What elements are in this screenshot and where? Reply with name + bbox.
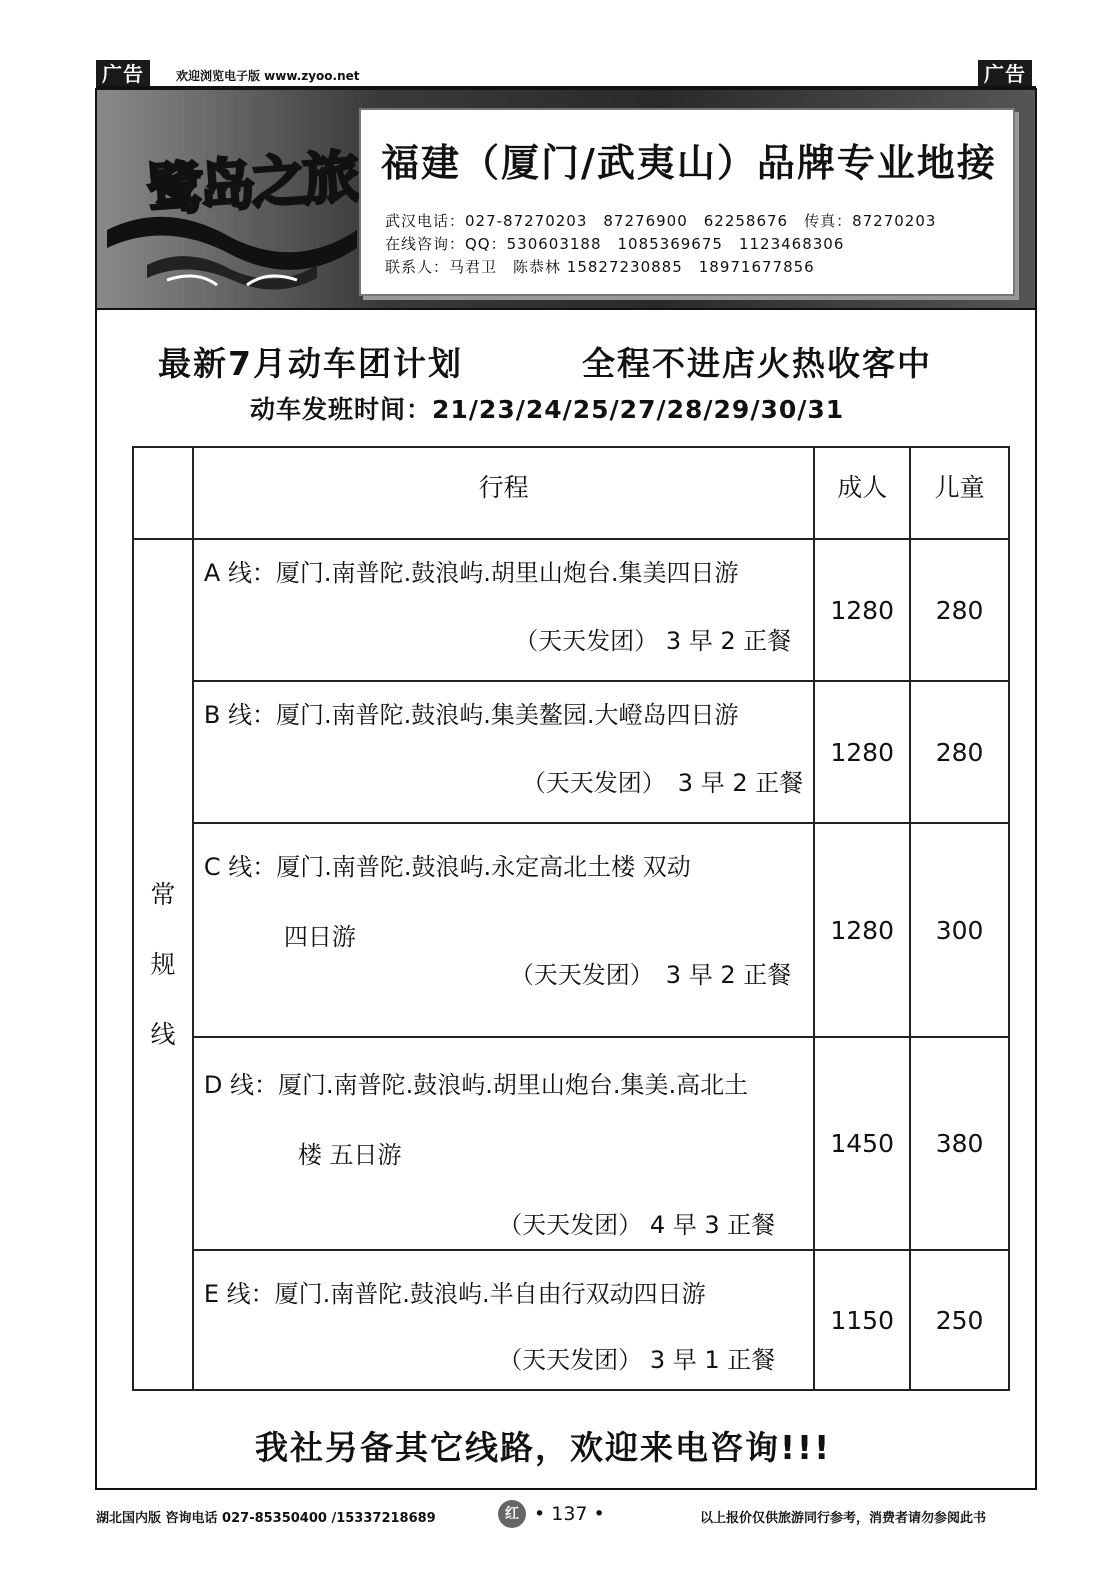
route-meal: （天天发团） 3 早 2 正餐 [514,627,792,655]
adult-price: 1280 [814,539,910,681]
route-name: B 线：厦门.南普陀.鼓浪屿.集美鳌园.大嶝岛四日游 [203,701,739,729]
adult-price: 1450 [814,1037,910,1250]
contact-box [359,108,1015,296]
route-meal: （天天发团） 3 早 2 正餐 [509,961,792,989]
ad-label-left: 广告 [96,60,150,88]
category-char: 规 [150,949,176,979]
route-cell [193,539,814,681]
contact-phone: 武汉电话：027-87270203 87276900 62258676 传真：87270203 [385,212,937,230]
category-char: 线 [150,1019,176,1049]
brand-title: 福建（厦门/武夷山）品牌专业地接 [381,140,997,185]
route-meal: （天天发团） 3 早 1 正餐 [498,1346,776,1374]
child-price: 280 [910,681,1009,823]
footer-left: 湖北国内版 咨询电话 027-85350400 /15337218689 [96,1511,436,1526]
page-number: • 137 • [534,1503,605,1525]
headline-left: 最新7月动车团计划 [158,344,463,383]
category-char: 常 [150,879,176,909]
header-adult: 成人 [814,447,910,539]
child-price: 380 [910,1037,1009,1250]
ad-label-right: 广告 [978,60,1032,88]
contact-person: 联系人：马君卫 陈恭林 15827230885 18971677856 [385,258,815,276]
contact-qq: 在线咨询：QQ：530603188 1085369675 1123468306 [385,235,845,253]
adult-price: 1280 [814,681,910,823]
adult-price: 1280 [814,823,910,1037]
route-name-cont: 四日游 [283,923,356,951]
route-meal: （天天发团） 4 早 3 正餐 [498,1211,776,1239]
route-cell [193,681,814,823]
route-name: D 线：厦门.南普陀.鼓浪屿.胡里山炮台.集美.高北土 [203,1071,749,1099]
route-table-wrap [132,446,1010,1391]
departure-dates: 动车发班时间：21/23/24/25/27/28/29/30/31 [250,395,845,424]
table-row [133,1250,1009,1390]
brand-logo [107,120,357,295]
header-category [133,447,193,539]
table-row [133,823,1009,1037]
table-row [133,1037,1009,1250]
route-name-cont: 楼 五日游 [297,1141,402,1169]
table-header-row [133,447,1009,539]
header-child: 儿童 [910,447,1009,539]
welcome-url[interactable]: 欢迎浏览电子版 www.zyoo.net [176,69,360,83]
route-cell [193,823,814,1037]
child-price: 250 [910,1250,1009,1390]
table-row [133,681,1009,823]
brand-banner [97,90,1035,310]
red-badge-icon: 红 [498,1500,526,1528]
route-meal: （天天发团） 3 早 2 正餐 [521,769,804,797]
route-cell [193,1037,814,1250]
route-table [132,446,1010,1391]
slogan: 我社另备其它线路，欢迎来电咨询!!! [255,1428,832,1467]
category-cell [133,539,193,1390]
header-route: 行程 [193,447,814,539]
headline-right: 全程不进店火热收客中 [582,344,932,383]
adult-price: 1150 [814,1250,910,1390]
child-price: 280 [910,539,1009,681]
route-cell [193,1250,814,1390]
table-row [133,539,1009,681]
route-name: A 线：厦门.南普陀.鼓浪屿.胡里山炮台.集美四日游 [203,559,739,587]
route-name: E 线：厦门.南普陀.鼓浪屿.半自由行双动四日游 [203,1280,706,1308]
logo-text: 鹭岛之旅 [145,143,358,225]
child-price: 300 [910,823,1009,1037]
route-name: C 线：厦门.南普陀.鼓浪屿.永定高北土楼 双动 [203,853,691,881]
footer-right: 以上报价仅供旅游同行参考，消费者请勿参阅此书 [700,1511,987,1526]
